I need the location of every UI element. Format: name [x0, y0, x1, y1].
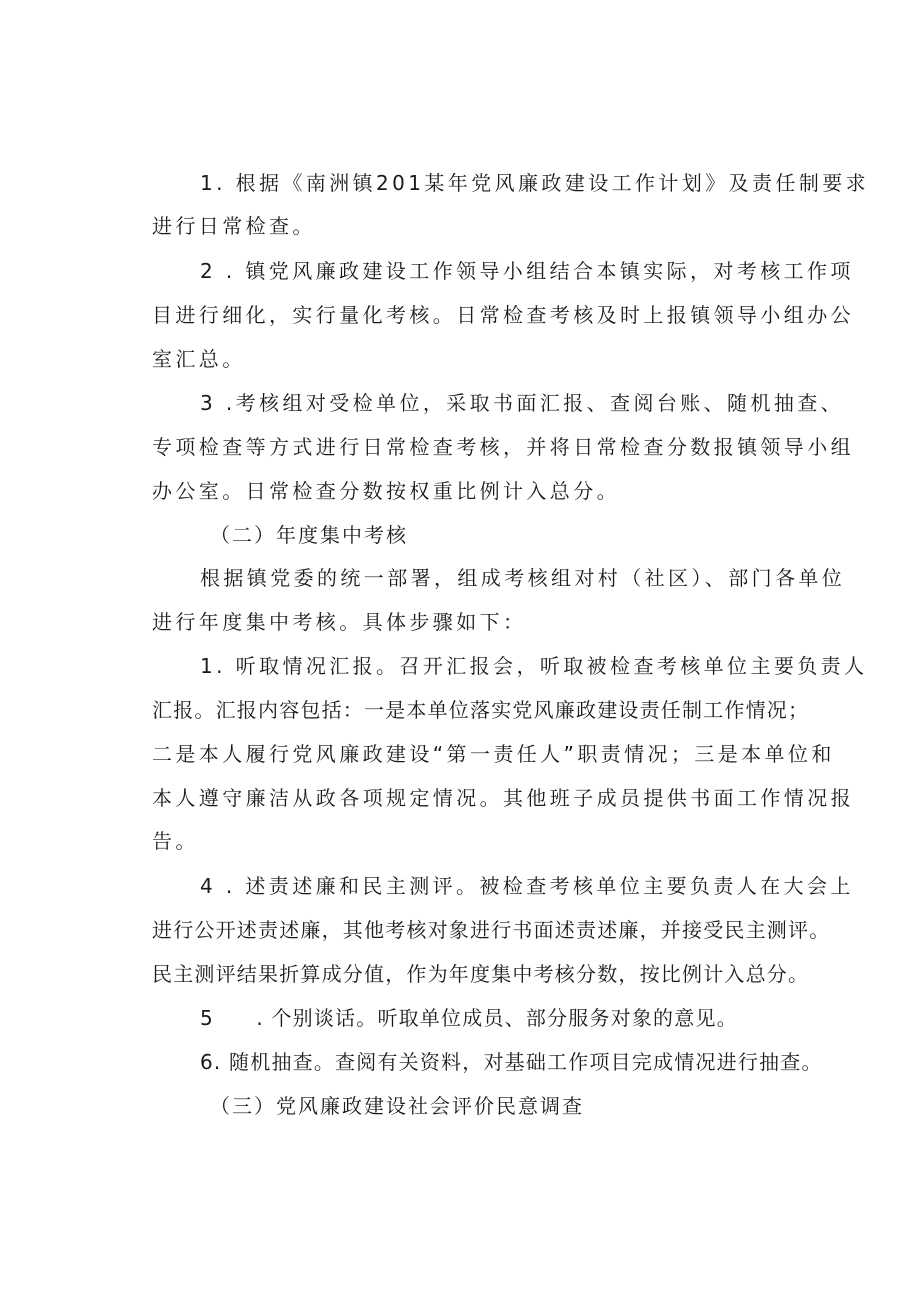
paragraph-3-line-2: 专项检查等方式进行日常检查考核，并将日常检查分数报镇领导小组	[152, 435, 854, 459]
paragraph-7-line-1: 5 . 个别谈话。听取单位成员、部分服务对象的意见。	[200, 1006, 738, 1030]
paragraph-1-line-2: 进行日常检查。	[152, 214, 316, 238]
paragraph-4-line-1: 根据镇党委的统一部署，组成考核组对村（社区）、部门各单位	[200, 566, 846, 590]
paragraph-3-line-1: 3 .考核组对受检单位，采取书面汇报、查阅台账、随机抽查、	[200, 391, 845, 415]
paragraph-2-line-1: 2 . 镇党风廉政建设工作领导小组结合本镇实际，对考核工作项	[200, 259, 854, 283]
paragraph-5-line-5: 告。	[152, 829, 199, 853]
paragraph-1-line-1: 1. 根据《南洲镇201某年党风廉政建设工作计划》及责任制要求	[200, 171, 870, 195]
section-heading-2: （二）年度集中考核	[210, 523, 408, 547]
paragraph-5-line-3: 二是本人履行党风廉政建设“第一责任人”职责情况；三是本单位和	[152, 742, 835, 766]
section-heading-3: （三）党风廉政建设社会评价民意调查	[210, 1094, 584, 1118]
paragraph-2-line-3: 室汇总。	[152, 347, 246, 371]
paragraph-5-line-2: 汇报。汇报内容包括：一是本单位落实党风廉政建设责任制工作情况；	[152, 698, 810, 722]
paragraph-2-line-2: 目进行细化，实行量化考核。日常检查考核及时上报镇领导小组办公	[152, 303, 854, 327]
paragraph-6-line-3: 民主测评结果折算成分值，作为年度集中考核分数，按比例计入总分。	[152, 962, 810, 986]
paragraph-6-line-1: 4 . 述责述廉和民主测评。被检查考核单位主要负责人在大会上	[200, 874, 854, 898]
paragraph-6-line-2: 进行公开述责述廉，其他考核对象进行书面述责述廉，并接受民主测评。	[152, 918, 831, 942]
paragraph-4-line-2: 进行年度集中考核。具体步骤如下：	[152, 610, 527, 634]
paragraph-5-line-1: 1. 听取情况汇报。召开汇报会，听取被检查考核单位主要负责人	[200, 654, 868, 678]
paragraph-3-line-3: 办公室。日常检查分数按权重比例计入总分。	[152, 479, 620, 503]
paragraph-5-line-4: 本人遵守廉洁从政各项规定情况。其他班子成员提供书面工作情况报	[152, 786, 854, 810]
paragraph-8-line-1: 6. 随机抽查。查阅有关资料，对基础工作项目完成情况进行抽查。	[200, 1050, 823, 1074]
